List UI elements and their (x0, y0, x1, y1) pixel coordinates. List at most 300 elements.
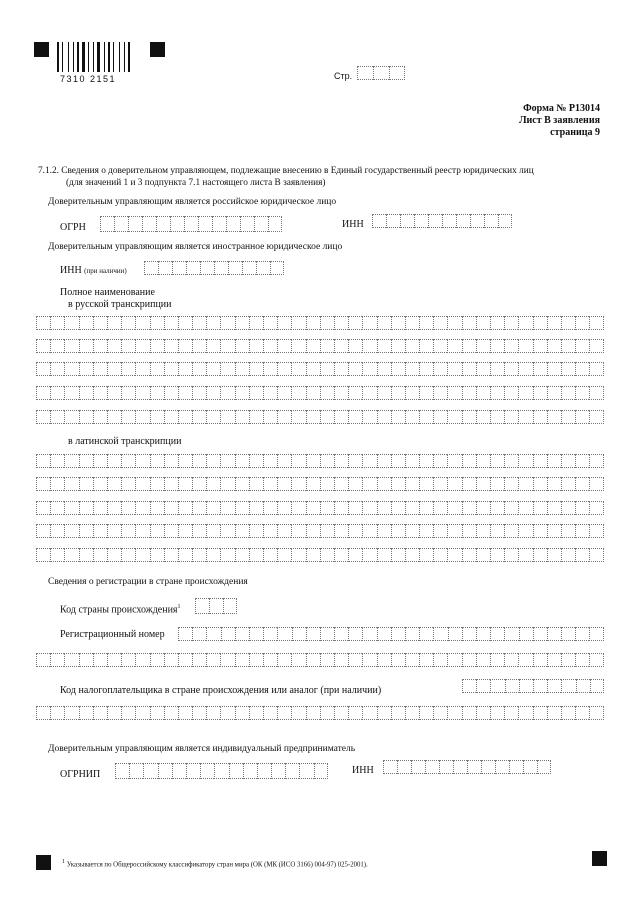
input-cell[interactable] (561, 316, 575, 330)
input-cell[interactable] (498, 214, 512, 228)
input-cell[interactable] (518, 339, 532, 353)
input-cell[interactable] (372, 214, 386, 228)
input-cell[interactable] (235, 362, 249, 376)
input-cell[interactable] (320, 706, 334, 720)
page-number-field[interactable] (357, 66, 405, 80)
russian-name-row-4[interactable] (36, 386, 604, 400)
input-cell[interactable] (50, 477, 64, 491)
input-cell[interactable] (178, 362, 192, 376)
input-cell[interactable] (235, 653, 249, 667)
input-cell[interactable] (362, 386, 376, 400)
input-cell[interactable] (433, 706, 447, 720)
input-cell[interactable] (277, 524, 291, 538)
input-cell[interactable] (36, 524, 50, 538)
input-cell[interactable] (220, 339, 234, 353)
input-cell[interactable] (135, 316, 149, 330)
input-cell[interactable] (164, 386, 178, 400)
input-cell[interactable] (100, 216, 114, 232)
input-cell[interactable] (518, 524, 532, 538)
input-cell[interactable] (291, 362, 305, 376)
input-cell[interactable] (533, 706, 547, 720)
russian-name-row-3[interactable] (36, 362, 604, 376)
input-cell[interactable] (50, 316, 64, 330)
input-cell[interactable] (561, 627, 575, 641)
input-cell[interactable] (504, 501, 518, 515)
input-cell[interactable] (164, 653, 178, 667)
input-cell[interactable] (504, 653, 518, 667)
input-cell[interactable] (306, 410, 320, 424)
input-cell[interactable] (533, 477, 547, 491)
input-cell[interactable] (229, 763, 243, 779)
input-cell[interactable] (547, 524, 561, 538)
input-cell[interactable] (391, 316, 405, 330)
input-cell[interactable] (519, 679, 533, 693)
input-cell[interactable] (164, 524, 178, 538)
input-cell[interactable] (414, 214, 428, 228)
tax-code-row-2[interactable] (36, 706, 604, 720)
input-cell[interactable] (447, 339, 461, 353)
input-cell[interactable] (93, 362, 107, 376)
input-cell[interactable] (107, 501, 121, 515)
input-cell[interactable] (462, 386, 476, 400)
input-cell[interactable] (419, 362, 433, 376)
input-cell[interactable] (490, 524, 504, 538)
input-cell[interactable] (425, 760, 439, 774)
input-cell[interactable] (447, 454, 461, 468)
input-cell[interactable] (270, 261, 284, 275)
input-cell[interactable] (405, 339, 419, 353)
input-cell[interactable] (547, 316, 561, 330)
input-cell[interactable] (235, 501, 249, 515)
input-cell[interactable] (209, 598, 223, 614)
input-cell[interactable] (220, 524, 234, 538)
input-cell[interactable] (107, 653, 121, 667)
input-cell[interactable] (462, 679, 476, 693)
input-cell[interactable] (589, 627, 603, 641)
input-cell[interactable] (320, 501, 334, 515)
input-cell[interactable] (547, 339, 561, 353)
input-cell[interactable] (277, 477, 291, 491)
input-cell[interactable] (36, 653, 50, 667)
input-cell[interactable] (405, 386, 419, 400)
input-cell[interactable] (490, 501, 504, 515)
input-cell[interactable] (36, 339, 50, 353)
input-cell[interactable] (164, 362, 178, 376)
input-cell[interactable] (249, 524, 263, 538)
input-cell[interactable] (433, 362, 447, 376)
input-cell[interactable] (589, 454, 603, 468)
input-cell[interactable] (135, 524, 149, 538)
input-cell[interactable] (547, 362, 561, 376)
input-cell[interactable] (504, 548, 518, 562)
input-cell[interactable] (50, 548, 64, 562)
input-cell[interactable] (433, 653, 447, 667)
input-cell[interactable] (533, 410, 547, 424)
input-cell[interactable] (533, 679, 547, 693)
input-cell[interactable] (178, 501, 192, 515)
input-cell[interactable] (150, 410, 164, 424)
input-cell[interactable] (36, 316, 50, 330)
input-cell[interactable] (184, 216, 198, 232)
input-cell[interactable] (254, 216, 268, 232)
input-cell[interactable] (257, 763, 271, 779)
input-cell[interactable] (178, 339, 192, 353)
input-cell[interactable] (36, 386, 50, 400)
input-cell[interactable] (391, 339, 405, 353)
input-cell[interactable] (36, 477, 50, 491)
input-cell[interactable] (547, 679, 561, 693)
input-cell[interactable] (447, 386, 461, 400)
input-cell[interactable] (547, 706, 561, 720)
input-cell[interactable] (192, 316, 206, 330)
input-cell[interactable] (589, 501, 603, 515)
input-cell[interactable] (206, 386, 220, 400)
input-cell[interactable] (362, 454, 376, 468)
input-cell[interactable] (158, 261, 172, 275)
input-cell[interactable] (172, 261, 186, 275)
input-cell[interactable] (192, 410, 206, 424)
input-cell[interactable] (170, 216, 184, 232)
input-cell[interactable] (334, 706, 348, 720)
input-cell[interactable] (249, 316, 263, 330)
input-cell[interactable] (547, 627, 561, 641)
input-cell[interactable] (518, 706, 532, 720)
input-cell[interactable] (64, 653, 78, 667)
input-cell[interactable] (249, 706, 263, 720)
input-cell[interactable] (220, 316, 234, 330)
input-cell[interactable] (135, 477, 149, 491)
input-cell[interactable] (164, 501, 178, 515)
input-cell[interactable] (249, 548, 263, 562)
input-cell[interactable] (64, 524, 78, 538)
input-cell[interactable] (405, 548, 419, 562)
input-cell[interactable] (575, 627, 589, 641)
russian-name-row-5[interactable] (36, 410, 604, 424)
input-cell[interactable] (121, 316, 135, 330)
input-cell[interactable] (362, 362, 376, 376)
input-cell[interactable] (484, 214, 498, 228)
input-cell[interactable] (220, 362, 234, 376)
input-cell[interactable] (462, 524, 476, 538)
input-cell[interactable] (405, 653, 419, 667)
input-cell[interactable] (377, 386, 391, 400)
input-cell[interactable] (249, 501, 263, 515)
input-cell[interactable] (518, 548, 532, 562)
input-cell[interactable] (93, 524, 107, 538)
input-cell[interactable] (547, 477, 561, 491)
input-cell[interactable] (533, 524, 547, 538)
input-cell[interactable] (462, 501, 476, 515)
input-cell[interactable] (405, 706, 419, 720)
input-cell[interactable] (220, 454, 234, 468)
input-cell[interactable] (504, 316, 518, 330)
input-cell[interactable] (240, 216, 254, 232)
input-cell[interactable] (226, 216, 240, 232)
input-cell[interactable] (453, 760, 467, 774)
input-cell[interactable] (504, 339, 518, 353)
input-cell[interactable] (178, 316, 192, 330)
input-cell[interactable] (235, 627, 249, 641)
input-cell[interactable] (320, 410, 334, 424)
input-cell[interactable] (291, 501, 305, 515)
input-cell[interactable] (277, 627, 291, 641)
input-cell[interactable] (271, 763, 285, 779)
input-cell[interactable] (334, 524, 348, 538)
input-cell[interactable] (504, 477, 518, 491)
input-cell[interactable] (115, 763, 129, 779)
input-cell[interactable] (419, 501, 433, 515)
ogrnip-field[interactable] (115, 763, 328, 779)
input-cell[interactable] (292, 627, 306, 641)
input-cell[interactable] (391, 410, 405, 424)
input-cell[interactable] (518, 653, 532, 667)
input-cell[interactable] (277, 706, 291, 720)
input-cell[interactable] (79, 410, 93, 424)
input-cell[interactable] (263, 386, 277, 400)
input-cell[interactable] (135, 706, 149, 720)
input-cell[interactable] (192, 339, 206, 353)
input-cell[interactable] (306, 706, 320, 720)
input-cell[interactable] (476, 627, 490, 641)
input-cell[interactable] (576, 679, 590, 693)
input-cell[interactable] (490, 410, 504, 424)
input-cell[interactable] (135, 339, 149, 353)
input-cell[interactable] (405, 477, 419, 491)
input-cell[interactable] (107, 477, 121, 491)
input-cell[interactable] (447, 706, 461, 720)
input-cell[interactable] (212, 216, 226, 232)
input-cell[interactable] (442, 214, 456, 228)
input-cell[interactable] (447, 501, 461, 515)
latin-name-row-1[interactable] (36, 454, 604, 468)
input-cell[interactable] (121, 386, 135, 400)
input-cell[interactable] (561, 477, 575, 491)
input-cell[interactable] (79, 362, 93, 376)
input-cell[interactable] (150, 501, 164, 515)
input-cell[interactable] (462, 362, 476, 376)
input-cell[interactable] (178, 627, 192, 641)
input-cell[interactable] (504, 454, 518, 468)
input-cell[interactable] (291, 477, 305, 491)
latin-name-row-5[interactable] (36, 548, 604, 562)
input-cell[interactable] (220, 477, 234, 491)
input-cell[interactable] (561, 386, 575, 400)
input-cell[interactable] (320, 454, 334, 468)
input-cell[interactable] (36, 454, 50, 468)
input-cell[interactable] (178, 548, 192, 562)
input-cell[interactable] (79, 524, 93, 538)
input-cell[interactable] (348, 477, 362, 491)
input-cell[interactable] (495, 760, 509, 774)
input-cell[interactable] (405, 627, 419, 641)
input-cell[interactable] (462, 706, 476, 720)
input-cell[interactable] (206, 627, 220, 641)
input-cell[interactable] (419, 386, 433, 400)
input-cell[interactable] (64, 410, 78, 424)
input-cell[interactable] (419, 339, 433, 353)
input-cell[interactable] (348, 386, 362, 400)
input-cell[interactable] (320, 627, 334, 641)
input-cell[interactable] (150, 524, 164, 538)
input-cell[interactable] (476, 501, 490, 515)
input-cell[interactable] (50, 653, 64, 667)
input-cell[interactable] (462, 548, 476, 562)
input-cell[interactable] (334, 627, 348, 641)
input-cell[interactable] (575, 410, 589, 424)
input-cell[interactable] (263, 477, 277, 491)
input-cell[interactable] (448, 627, 462, 641)
input-cell[interactable] (433, 548, 447, 562)
input-cell[interactable] (200, 261, 214, 275)
input-cell[interactable] (242, 261, 256, 275)
input-cell[interactable] (377, 706, 391, 720)
input-cell[interactable] (50, 410, 64, 424)
input-cell[interactable] (405, 501, 419, 515)
input-cell[interactable] (206, 653, 220, 667)
input-cell[interactable] (121, 548, 135, 562)
input-cell[interactable] (476, 410, 490, 424)
input-cell[interactable] (235, 386, 249, 400)
input-cell[interactable] (447, 548, 461, 562)
input-cell[interactable] (348, 362, 362, 376)
input-cell[interactable] (249, 454, 263, 468)
input-cell[interactable] (121, 454, 135, 468)
input-cell[interactable] (433, 524, 447, 538)
input-cell[interactable] (561, 410, 575, 424)
input-cell[interactable] (476, 524, 490, 538)
input-cell[interactable] (320, 339, 334, 353)
input-cell[interactable] (589, 706, 603, 720)
input-cell[interactable] (291, 706, 305, 720)
input-cell[interactable] (36, 501, 50, 515)
input-cell[interactable] (320, 548, 334, 562)
input-cell[interactable] (135, 548, 149, 562)
input-cell[interactable] (186, 261, 200, 275)
input-cell[interactable] (206, 524, 220, 538)
input-cell[interactable] (589, 477, 603, 491)
input-cell[interactable] (164, 316, 178, 330)
input-cell[interactable] (405, 410, 419, 424)
input-cell[interactable] (377, 454, 391, 468)
input-cell[interactable] (277, 653, 291, 667)
input-cell[interactable] (306, 316, 320, 330)
input-cell[interactable] (306, 362, 320, 376)
input-cell[interactable] (504, 524, 518, 538)
input-cell[interactable] (383, 760, 397, 774)
input-cell[interactable] (433, 627, 447, 641)
input-cell[interactable] (518, 454, 532, 468)
input-cell[interactable] (306, 339, 320, 353)
input-cell[interactable] (79, 386, 93, 400)
input-cell[interactable] (505, 679, 519, 693)
input-cell[interactable] (64, 706, 78, 720)
input-cell[interactable] (334, 548, 348, 562)
input-cell[interactable] (377, 548, 391, 562)
input-cell[interactable] (220, 706, 234, 720)
input-cell[interactable] (291, 316, 305, 330)
input-cell[interactable] (107, 410, 121, 424)
input-cell[interactable] (433, 316, 447, 330)
input-cell[interactable] (192, 706, 206, 720)
input-cell[interactable] (547, 653, 561, 667)
input-cell[interactable] (476, 339, 490, 353)
input-cell[interactable] (362, 524, 376, 538)
input-cell[interactable] (291, 339, 305, 353)
input-cell[interactable] (518, 410, 532, 424)
input-cell[interactable] (575, 524, 589, 538)
input-cell[interactable] (143, 763, 157, 779)
input-cell[interactable] (220, 548, 234, 562)
input-cell[interactable] (462, 410, 476, 424)
input-cell[interactable] (391, 524, 405, 538)
input-cell[interactable] (314, 763, 328, 779)
input-cell[interactable] (306, 653, 320, 667)
input-cell[interactable] (362, 477, 376, 491)
input-cell[interactable] (348, 454, 362, 468)
input-cell[interactable] (50, 524, 64, 538)
input-cell[interactable] (348, 339, 362, 353)
input-cell[interactable] (561, 548, 575, 562)
input-cell[interactable] (377, 501, 391, 515)
input-cell[interactable] (206, 501, 220, 515)
input-cell[interactable] (206, 339, 220, 353)
inn-field[interactable] (372, 214, 512, 228)
input-cell[interactable] (235, 339, 249, 353)
input-cell[interactable] (150, 477, 164, 491)
input-cell[interactable] (150, 386, 164, 400)
input-cell[interactable] (192, 548, 206, 562)
russian-name-row-2[interactable] (36, 339, 604, 353)
entrepreneur-inn-field[interactable] (383, 760, 551, 774)
input-cell[interactable] (439, 760, 453, 774)
input-cell[interactable] (64, 362, 78, 376)
input-cell[interactable] (419, 653, 433, 667)
input-cell[interactable] (164, 454, 178, 468)
input-cell[interactable] (214, 763, 228, 779)
input-cell[interactable] (263, 362, 277, 376)
input-cell[interactable] (235, 410, 249, 424)
input-cell[interactable] (263, 339, 277, 353)
input-cell[interactable] (164, 706, 178, 720)
input-cell[interactable] (334, 410, 348, 424)
input-cell[interactable] (362, 706, 376, 720)
input-cell[interactable] (249, 627, 263, 641)
input-cell[interactable] (249, 386, 263, 400)
input-cell[interactable] (590, 679, 604, 693)
input-cell[interactable] (391, 548, 405, 562)
input-cell[interactable] (291, 524, 305, 538)
input-cell[interactable] (320, 524, 334, 538)
country-code-field[interactable] (195, 598, 237, 614)
input-cell[interactable] (64, 548, 78, 562)
registration-number-row-1[interactable] (178, 627, 604, 641)
input-cell[interactable] (107, 339, 121, 353)
input-cell[interactable] (320, 386, 334, 400)
input-cell[interactable] (490, 386, 504, 400)
input-cell[interactable] (291, 653, 305, 667)
input-cell[interactable] (433, 386, 447, 400)
input-cell[interactable] (64, 501, 78, 515)
input-cell[interactable] (476, 548, 490, 562)
input-cell[interactable] (561, 524, 575, 538)
input-cell[interactable] (206, 454, 220, 468)
input-cell[interactable] (64, 386, 78, 400)
input-cell[interactable] (533, 339, 547, 353)
input-cell[interactable] (243, 763, 257, 779)
input-cell[interactable] (476, 679, 490, 693)
input-cell[interactable] (411, 760, 425, 774)
input-cell[interactable] (405, 524, 419, 538)
